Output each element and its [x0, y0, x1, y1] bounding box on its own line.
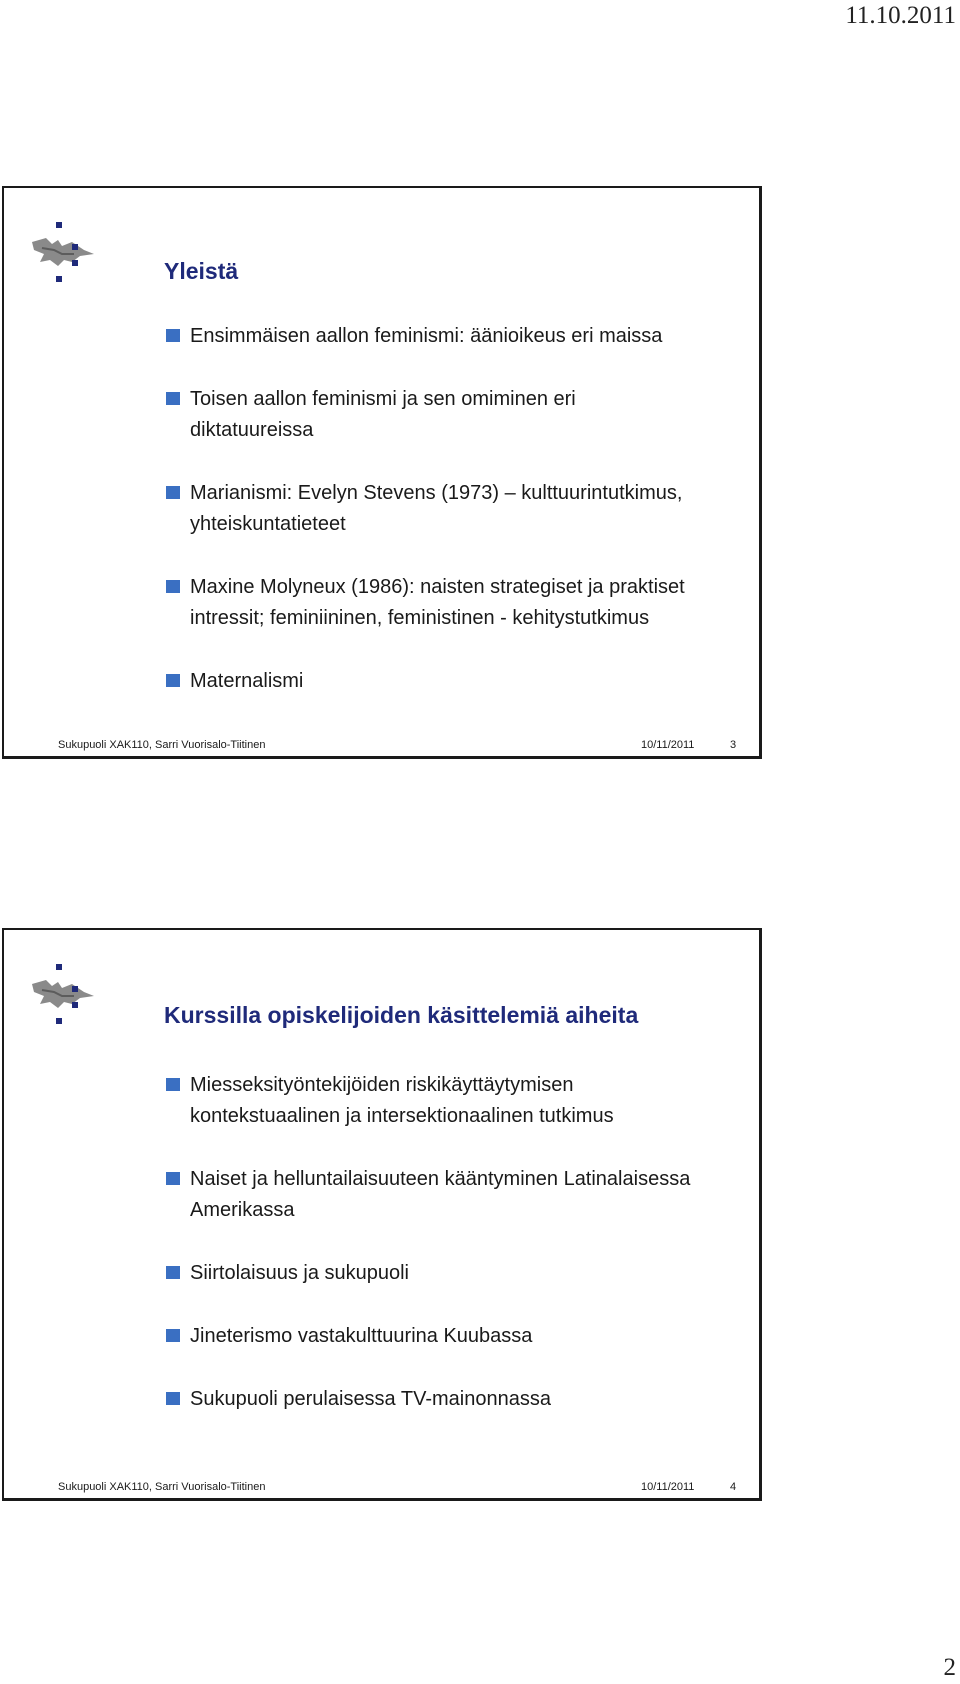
page-date: 11.10.2011	[845, 2, 956, 29]
list-item: Maternalismi	[166, 666, 710, 697]
list-item: Jineterismo vastakulttuurina Kuubassa	[166, 1321, 730, 1352]
slide-3	[2, 186, 762, 759]
bullet-list	[166, 321, 710, 697]
list-item: Miesseksityöntekijöiden riskikäyttäytymisen kontekstuaalinen ja intersektionaalinen tutkimus	[166, 1070, 660, 1132]
list-item: Sukupuoli perulaisessa TV-mainonnassa	[166, 1384, 730, 1415]
list-item: Ensimmäisen aallon feminismi: äänioikeus eri maissa	[166, 321, 710, 352]
square-bullet-icon	[166, 1078, 180, 1091]
list-item: Maxine Molyneux (1986): naisten strategiset ja praktiset intressit; feminiininen, feministinen - kehitystutkimus	[166, 572, 710, 634]
slide-number: 3	[730, 739, 737, 751]
list-item: Marianismi: Evelyn Stevens (1973) – kulttuurintutkimus, yhteiskuntatieteet	[166, 478, 690, 540]
university-logo-icon	[28, 220, 100, 288]
square-bullet-icon	[166, 329, 180, 342]
square-bullet-icon	[166, 1172, 180, 1185]
slide-footer-author: Sukupuoli XAK110, Sarri Vuorisalo-Tiitinen	[58, 739, 266, 751]
slide-footer-date: 10/11/2011	[641, 1481, 695, 1493]
university-logo-icon	[28, 962, 100, 1030]
page-number: 2	[943, 1654, 956, 1681]
square-bullet-icon	[166, 674, 180, 687]
slide-title: Yleistä	[164, 258, 239, 284]
square-bullet-icon	[166, 392, 180, 405]
list-item: Siirtolaisuus ja sukupuoli	[166, 1258, 730, 1289]
square-bullet-icon	[166, 486, 180, 499]
slide-footer-date: 10/11/2011	[641, 739, 695, 751]
slide-footer-author: Sukupuoli XAK110, Sarri Vuorisalo-Tiitinen	[58, 1481, 266, 1493]
list-item: Naiset ja helluntailaisuuteen kääntyminen Latinalaisessa Amerikassa	[166, 1164, 730, 1226]
square-bullet-icon	[166, 1266, 180, 1279]
bullet-list	[166, 1070, 730, 1415]
slide-4	[2, 928, 762, 1501]
square-bullet-icon	[166, 1329, 180, 1342]
list-item: Toisen aallon feminismi ja sen omiminen eri diktatuureissa	[166, 384, 630, 446]
slide-number: 4	[730, 1481, 737, 1493]
square-bullet-icon	[166, 1392, 180, 1405]
slide-title: Kurssilla opiskelijoiden käsittelemiä aiheita	[164, 1002, 639, 1028]
square-bullet-icon	[166, 580, 180, 593]
